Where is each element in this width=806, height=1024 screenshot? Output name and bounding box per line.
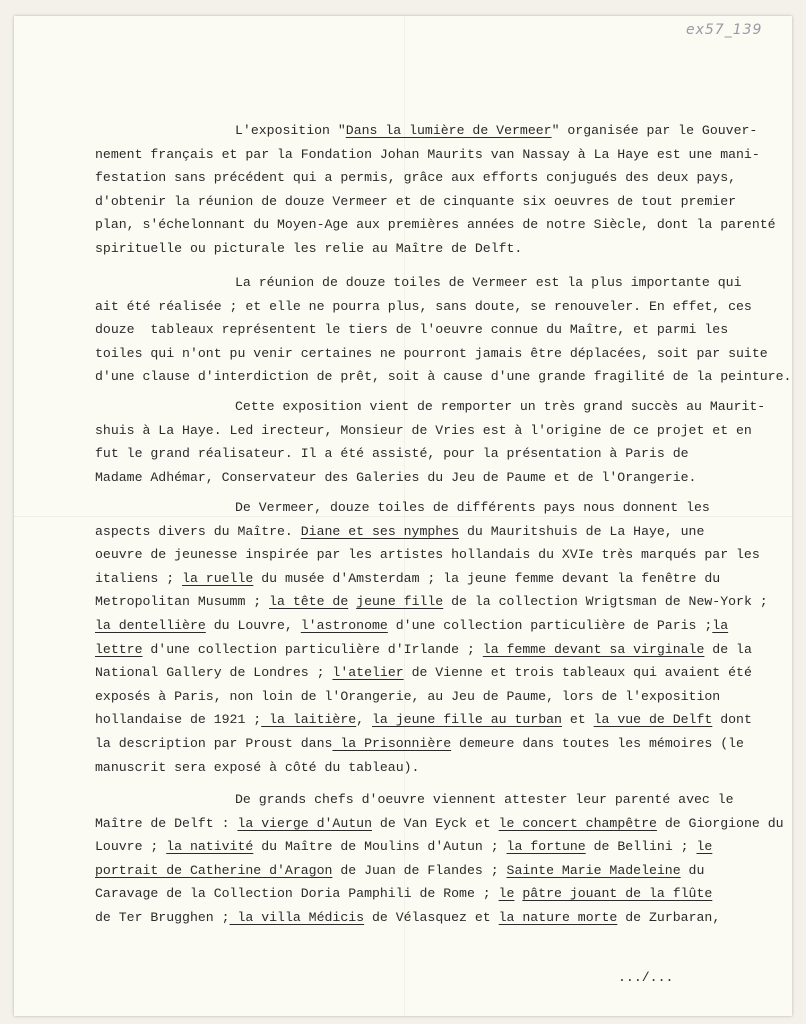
text-line xyxy=(95,756,768,780)
text-segment: nement français et par la Fondation Johan Maurits van Nassay à La Haye est une mani- xyxy=(95,146,760,162)
text-segment: exposés à Paris, non loin de l'Orangerie, au Jeu de Paume, lors de l'exposition xyxy=(95,688,721,704)
text-line xyxy=(95,882,784,906)
text-segment: De grands chefs d'oeuvre viennent attester leur parenté avec le xyxy=(235,792,734,807)
underlined-title: la villa Médicis xyxy=(229,909,365,925)
paragraph-success xyxy=(95,395,765,489)
text-line xyxy=(95,638,768,662)
text-line xyxy=(95,520,768,544)
underlined-title: la jeune fille au turban xyxy=(372,712,562,728)
text-segment: dont xyxy=(712,712,752,728)
underlined-title: la dentellière xyxy=(95,617,206,633)
underlined-title: jeune fille xyxy=(356,594,444,610)
underlined-title: portrait de Catherine d'Aragon xyxy=(95,862,333,878)
text-segment: du Louvre, xyxy=(205,617,301,633)
text-segment: de la xyxy=(704,641,752,657)
underlined-title: la ruelle xyxy=(182,570,254,586)
text-segment: de Zurbaran, xyxy=(617,909,721,925)
text-segment: du Maître de Moulins d'Autun ; xyxy=(253,839,507,855)
text-segment: de Van Eyck et xyxy=(372,815,499,831)
text-segment: hollandaise de 1921 ; xyxy=(95,712,262,728)
text-segment: d'une collection particulière de Paris ; xyxy=(387,617,713,633)
text-segment: de Juan de Flandes ; xyxy=(332,862,507,878)
paragraph-masterpieces xyxy=(95,788,784,930)
text-segment: Caravage de la Collection Doria Pamphili de Rome ; xyxy=(95,886,499,902)
underlined-title: Sainte Marie Madeleine xyxy=(506,862,681,878)
text-segment: italiens ; xyxy=(95,570,183,586)
text-line xyxy=(95,143,776,167)
underlined-title: lettre xyxy=(95,641,143,657)
text-segment: festation sans précédent qui a permis, grâce aux efforts conjugués des deux pays, xyxy=(95,170,737,186)
paragraph-vermeer-works xyxy=(95,496,768,779)
text-segment: de Bellini ; xyxy=(585,839,697,855)
text-segment: de Vélasquez et xyxy=(364,909,499,925)
underlined-title: l'astronome xyxy=(300,617,388,633)
underlined-title: le concert champêtre xyxy=(498,815,657,831)
underlined-title: la Prisonnière xyxy=(332,735,452,751)
text-segment: L'exposition " xyxy=(235,123,346,138)
text-line xyxy=(95,732,768,756)
text-segment: spirituelle ou picturale les relie au Maître de Delft. xyxy=(95,240,523,256)
underlined-title: le xyxy=(696,839,713,855)
text-segment: de Vienne et trois tableaux qui avaient été xyxy=(403,665,752,681)
text-line xyxy=(95,543,768,567)
text-line xyxy=(95,442,765,466)
text-segment: toiles qui n'ont pu venir certaines ne pourront jamais être déplacées, soit par suite xyxy=(95,345,768,361)
text-segment: Maître de Delft : xyxy=(95,815,238,831)
text-segment: aspects divers du Maître. xyxy=(95,523,301,539)
text-segment: de la collection Wrigtsman de New-York ; xyxy=(443,594,768,610)
text-line xyxy=(95,419,765,443)
text-line xyxy=(95,859,784,883)
text-segment: Metropolitan Musumm ; xyxy=(95,594,270,610)
underlined-title: Dans la lumière de Vermeer xyxy=(345,123,552,138)
text-segment: d'une clause d'interdiction de prêt, soit à cause d'une grande fragilité de la peinture. xyxy=(95,369,792,385)
text-line xyxy=(95,318,791,342)
underlined-title: Diane et ses nymphes xyxy=(300,523,460,539)
underlined-title: la vue de Delft xyxy=(593,712,713,728)
text-segment: la description par Proust dans xyxy=(95,735,333,751)
text-line xyxy=(95,342,791,366)
text-segment: de Ter Brugghen ; xyxy=(95,909,230,925)
text-line xyxy=(95,365,791,389)
text-line xyxy=(95,237,776,261)
text-segment: manuscrit sera exposé à côté du tableau). xyxy=(95,759,420,775)
text-segment: demeure dans toutes les mémoires (le xyxy=(451,735,744,751)
continuation-mark: .../... xyxy=(618,970,674,985)
text-segment: shuis à La Haye. Led irecteur, Monsieur de Vries est à l'origine de ce projet et en xyxy=(95,422,752,438)
text-segment: National Gallery de Londres ; xyxy=(95,665,333,681)
text-line xyxy=(95,119,776,143)
text-segment: douze tableaux représentent le tiers de l'oeuvre connue du Maître, et parmi les xyxy=(95,322,729,338)
text-segment: de Giorgione du xyxy=(656,815,784,831)
text-segment: Madame Adhémar, Conservateur des Galeries du Jeu de Paume et de l'Orangerie. xyxy=(95,469,697,485)
text-line xyxy=(95,835,784,859)
text-segment: du musée d'Amsterdam ; la jeune femme devant la fenêtre du xyxy=(253,570,721,586)
text-segment: Cette exposition vient de remporter un très grand succès au Maurit- xyxy=(235,399,766,414)
text-line xyxy=(95,271,791,295)
text-line xyxy=(95,906,784,930)
handwritten-reference: ex57_139 xyxy=(686,22,763,38)
text-line xyxy=(95,213,776,237)
underlined-title: la xyxy=(712,617,729,633)
text-line xyxy=(95,190,776,214)
underlined-title: la tête de xyxy=(269,594,349,610)
underlined-title: la femme devant sa virginale xyxy=(482,641,705,657)
text-line xyxy=(95,685,768,709)
text-segment: Louvre ; xyxy=(95,839,167,855)
text-segment: du Mauritshuis de La Haye, une xyxy=(459,523,705,539)
text-line xyxy=(95,661,768,685)
text-line xyxy=(95,614,768,638)
text-segment xyxy=(348,594,356,609)
text-line xyxy=(95,395,765,419)
text-line xyxy=(95,590,768,614)
underlined-title: pâtre jouant de la flûte xyxy=(522,886,713,902)
text-segment: " organisée par le Gouver- xyxy=(551,123,758,138)
text-line xyxy=(95,567,768,591)
text-line xyxy=(95,708,768,732)
text-segment: du xyxy=(680,862,705,878)
text-segment: De Vermeer, douze toiles de différents pays nous donnent les xyxy=(235,500,710,515)
underlined-title: l'atelier xyxy=(332,665,404,681)
text-line xyxy=(95,166,776,190)
text-line xyxy=(95,496,768,520)
underlined-title: la fortune xyxy=(506,839,586,855)
paragraph-reunion xyxy=(95,271,791,389)
paragraph-intro xyxy=(95,119,776,261)
text-segment: et xyxy=(561,712,594,728)
text-line xyxy=(95,295,791,319)
text-segment: fut le grand réalisateur. Il a été assisté, pour la présentation à Paris de xyxy=(95,446,689,462)
text-segment: ait été réalisée ; et elle ne pourra plus, sans doute, se renouveler. En effet, ces xyxy=(95,298,752,314)
text-segment: d'une collection particulière d'Irlande ; xyxy=(142,641,483,657)
text-segment: oeuvre de jeunesse inspirée par les artistes hollandais du XVIe très marqués par les xyxy=(95,547,760,563)
text-line xyxy=(95,812,784,836)
text-segment: La réunion de douze toiles de Vermeer est la plus importante qui xyxy=(235,275,742,290)
text-line xyxy=(95,788,784,812)
text-segment: , xyxy=(356,712,372,728)
underlined-title: la vierge d'Autun xyxy=(237,815,372,831)
text-line xyxy=(95,466,765,490)
underlined-title: le xyxy=(498,886,515,902)
underlined-title: la laitière xyxy=(261,712,357,728)
text-segment: plan, s'échelonnant du Moyen-Age aux premières années de notre Siècle, dont la parenté xyxy=(95,217,776,233)
text-segment: d'obtenir la réunion de douze Vermeer et de cinquante six oeuvres de tout premier xyxy=(95,193,737,209)
underlined-title: la nativité xyxy=(166,839,254,855)
underlined-title: la nature morte xyxy=(498,909,618,925)
